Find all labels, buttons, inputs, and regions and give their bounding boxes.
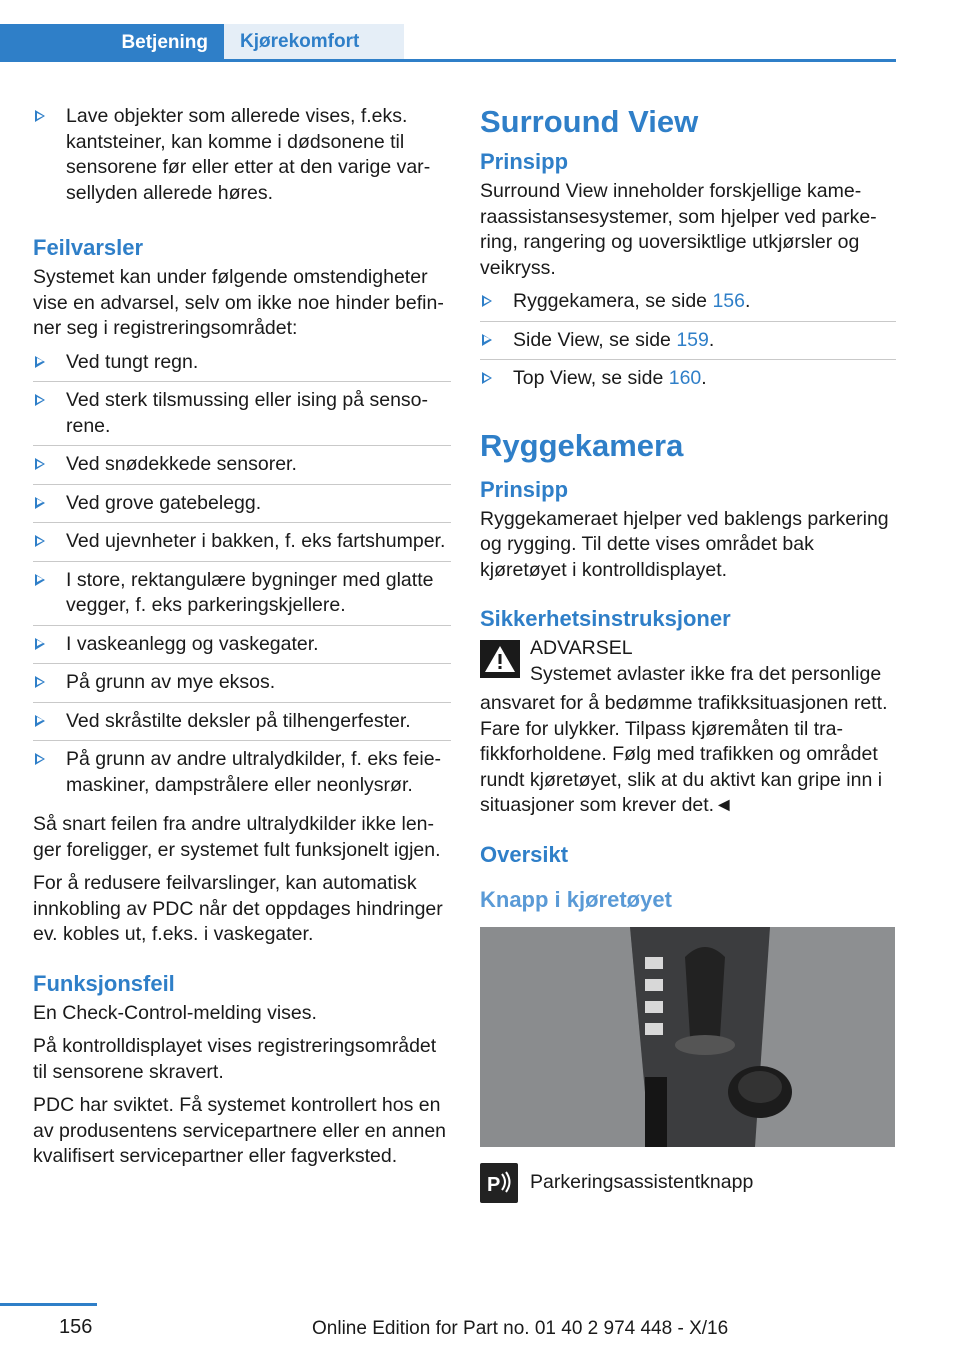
triangle-bullet-icon — [482, 334, 492, 346]
list-item: Side View, se side 159. — [480, 328, 896, 361]
list-item: Ved snødekkede sensorer. — [33, 452, 451, 485]
triangle-bullet-icon — [482, 372, 492, 384]
subsection-title-prinsipp: Prinsipp — [480, 476, 569, 502]
paragraph: Systemet kan under følgende omstendigheter vise en advarsel, selv om ikke noe hinder befinner seg i registreringsområdet: — [33, 266, 444, 339]
header-rule — [0, 59, 896, 62]
edition-text: Online Edition for Part no. 01 40 2 974 448 - X/16 — [312, 1318, 729, 1339]
left-column — [33, 104, 451, 1178]
list-item: Ved tungt regn. — [33, 350, 451, 383]
button-label: Parkeringsassistentknapp — [530, 1170, 754, 1193]
tab-betjening[interactable]: Betjening — [0, 24, 224, 62]
triangle-bullet-icon — [35, 535, 45, 547]
section-title-ryggekamera: Ryggekamera — [480, 427, 684, 463]
list-item: Ved sterk tilsmussing eller ising på sensorene. — [33, 388, 451, 446]
triangle-bullet-icon — [35, 458, 45, 470]
paragraph: Så snart feilen fra andre ultralydkilder ikke lenger foreligger, er systemet fult funksjonelt igjen. — [33, 813, 441, 861]
footer-rule — [0, 1303, 97, 1306]
paragraph: For å redusere feilvarslinger, kan automatisk innkobling av PDC når det oppdages hindringer ev. kobles ut, f.eks. i vaskegater. — [33, 872, 443, 945]
warning-label: ADVARSEL — [530, 637, 633, 659]
triangle-bullet-icon — [35, 753, 45, 765]
list-item: Ryggekamera, se side 156. — [480, 289, 896, 322]
warning-text: ansvaret for å bedømme trafikksituasjonen rett. Fare for ulykker. Tilpass kjøremåten til trafikkforholdene. Følg med trafikken og området rundt kjøretøyet, slik at du aktivt kan gripe inn i situasjoner som krever det.◄ — [480, 692, 888, 816]
center-console-illustration — [480, 927, 895, 1147]
list-item: Ved skråstilte deksler på tilhengerfester. — [33, 709, 451, 742]
triangle-bullet-icon — [35, 497, 45, 509]
svg-text:P: P — [487, 1173, 501, 1196]
triangle-bullet-icon — [35, 676, 45, 688]
list-item: Top View, se side 160. — [480, 366, 896, 398]
tab-kjorekomfort[interactable]: Kjørekomfort — [224, 24, 404, 59]
list-item: På grunn av mye eksos. — [33, 670, 451, 703]
triangle-bullet-icon — [35, 394, 45, 406]
triangle-bullet-icon — [482, 295, 492, 307]
section-title-surround-view: Surround View — [480, 104, 699, 139]
feilvarsler-list — [33, 350, 451, 805]
list-item: På grunn av andre ultralydkilder, f. eks feiemaskiner, dampstrålere eller neonlysrør. — [33, 747, 451, 804]
paragraph: På kontrolldisplayet vises registreringsområdet til sensorene skravert. — [33, 1035, 437, 1083]
center-console-photo — [480, 927, 895, 1147]
surround-list — [480, 289, 896, 398]
page-link[interactable]: 160 — [668, 367, 702, 389]
triangle-bullet-icon — [35, 356, 45, 368]
parking-button-row — [480, 1163, 896, 1203]
triangle-bullet-icon — [35, 110, 45, 122]
warning-block — [480, 636, 896, 687]
list-item: I vaskeanlegg og vaskegater. — [33, 632, 451, 665]
triangle-bullet-icon — [35, 574, 45, 586]
subsection-title-sikkerhet: Sikkerhetsinstruksjoner — [480, 606, 731, 631]
subsection-title-knapp: Knapp i kjøretøyet — [480, 886, 672, 912]
warning-triangle-icon — [480, 640, 520, 678]
paragraph: Ryggekameraet hjelper ved baklengs parkering og rygging. Til dette vises området bak kjøretøyet i kontrolldisplayet. — [480, 507, 889, 581]
section-title-funksjonsfeil: Funksjonsfeil — [33, 970, 175, 996]
page-link[interactable]: 159 — [676, 328, 709, 351]
list-item: Ved grove gatebelegg. — [33, 491, 451, 524]
right-column — [480, 104, 896, 1203]
warning-line1: Systemet avlaster ikke fra det personlige — [530, 662, 882, 685]
subsection-title-oversikt: Oversikt — [480, 841, 569, 867]
triangle-bullet-icon — [35, 715, 45, 727]
page-link[interactable]: 156 — [712, 290, 745, 312]
triangle-bullet-icon — [35, 638, 45, 650]
subsection-title-prinsipp: Prinsipp — [480, 149, 569, 174]
list-item: Lave objekter som allerede vises, f.eks. kantsteiner, kan komme i dødsonene til sensorene før eller etter at den varige varsellyden allerede høres. — [33, 104, 451, 212]
page-number: 156 — [59, 1316, 93, 1338]
paragraph: Surround View inneholder forskjellige kameraassistansesystemer, som hjelper ved parkering, rangering og uoversiktlige utkjørsler og veikryss. — [480, 180, 877, 279]
list-item: Ved ujevnheter i bakken, f. eks fartshumper. — [33, 529, 451, 562]
header-tabs — [0, 24, 896, 62]
paragraph: En Check-Control-melding vises. — [33, 1001, 317, 1024]
paragraph: PDC har sviktet. Få systemet kontrollert hos en av produsentens servicepartnere eller en annen kvalifisert servicepartner eller fagverksted. — [33, 1094, 447, 1167]
intro-list — [33, 104, 451, 212]
list-item: I store, rektangulære bygninger med glatte vegger, f. eks parkeringskjellere. — [33, 568, 451, 626]
parking-assist-button-icon — [480, 1163, 518, 1203]
section-title-feilvarsler: Feilvarsler — [33, 235, 144, 260]
